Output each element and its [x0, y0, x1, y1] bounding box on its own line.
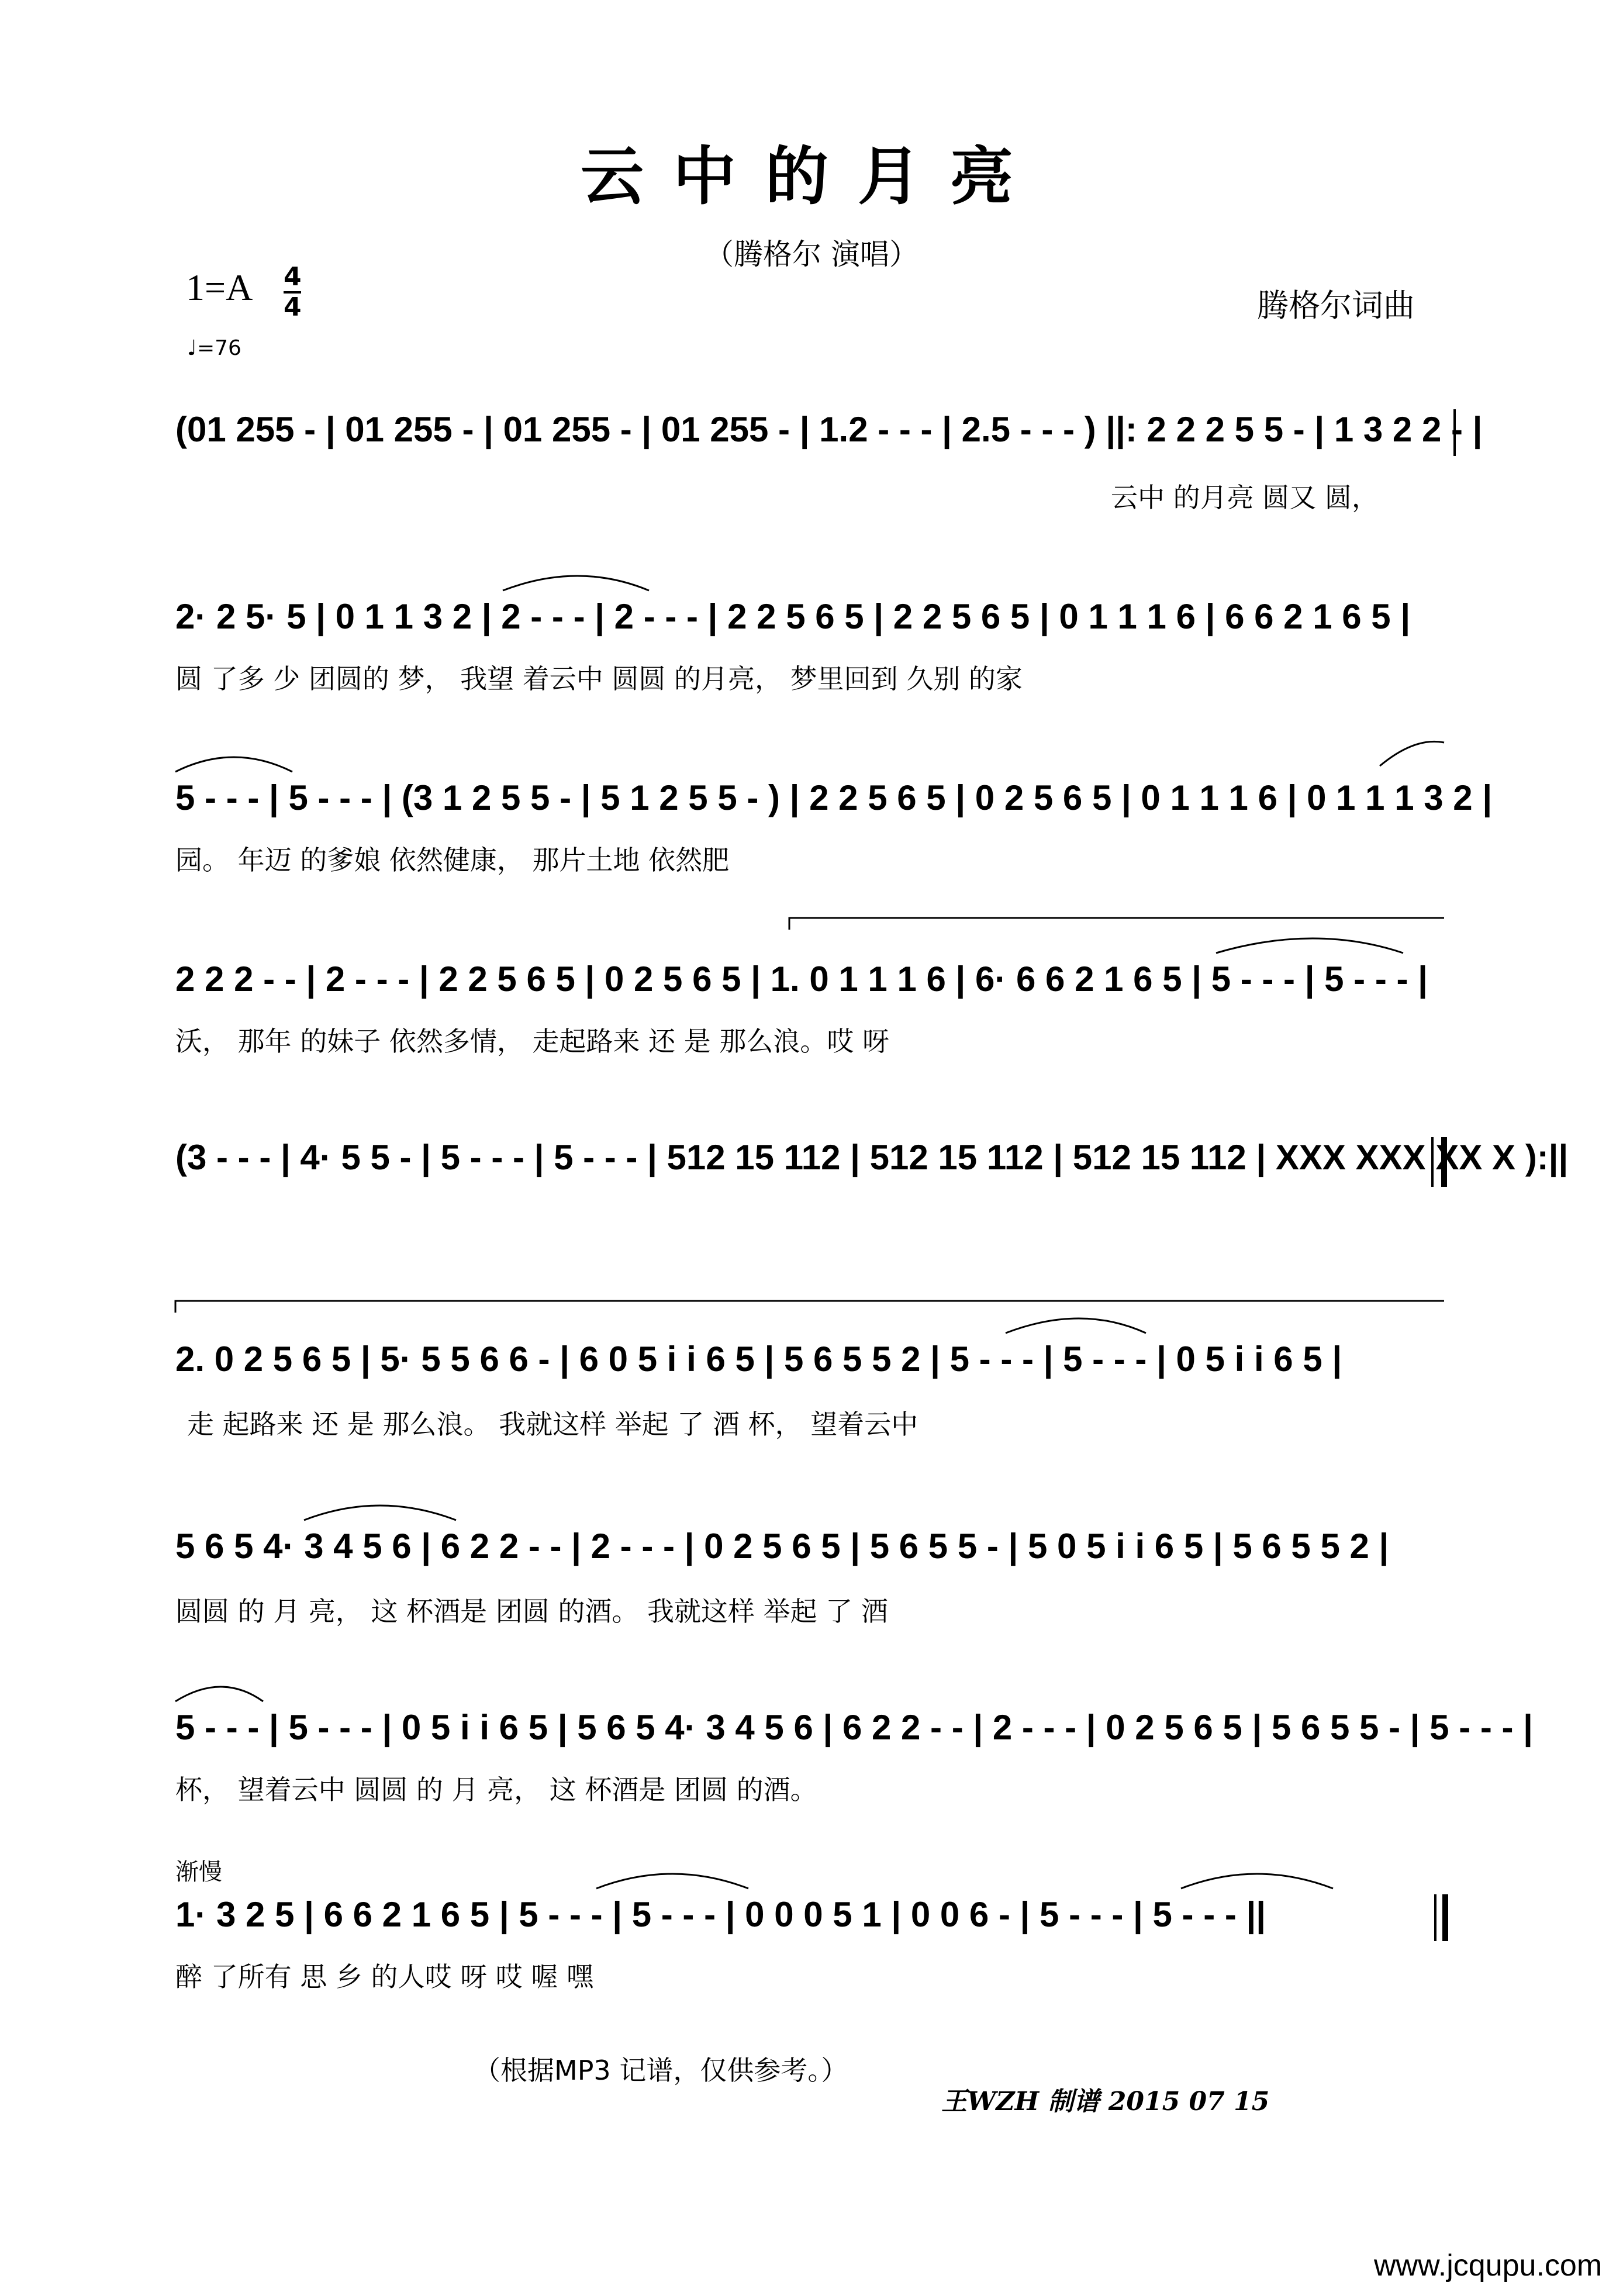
website-watermark: www.jcqupu.com: [1374, 2249, 1603, 2283]
slur-system-8: [175, 1687, 263, 1701]
composer-credit: 腾格尔词曲: [1257, 287, 1415, 324]
lyrics-line-1: 云中 的月亮 圆又 圆，: [1111, 482, 1379, 513]
lyrics-line-4: 沃， 那年 的妹子 依然多情， 走起路来 还 是 那么浪。哎 呀: [175, 1026, 889, 1057]
key-signature: 1=A: [186, 267, 253, 308]
slur-system-7: [304, 1506, 456, 1520]
lyrics-line-7: 圆圆 的 月 亮， 这 杯酒是 团圆 的酒。 我就这样 举起 了 酒: [175, 1596, 888, 1627]
lyrics-line-9: 醉 了所有 思 乡 的人哎 呀 哎 喔 嘿: [175, 1961, 593, 1993]
music-line-1: (01 255 - | 01 255 - | 01 255 - | 01 255 - | 1.2 - - - | 2.5 - - - ) ||: 2 2 2 5 5 - | 1 3 2 2 - |: [175, 410, 1483, 449]
tempo-marking: ♩=76: [187, 336, 241, 360]
music-line-9: 1· 3 2 5 | 6 6 2 1 6 5 | 5 - - - | 5 - - - | 0 0 0 5 1 | 0 0 6 - | 5 - - - | 5 - - - ||: [175, 1895, 1266, 1934]
time-signature: [284, 264, 302, 320]
lyrics-line-3: 园。 年迈 的爹娘 依然健康， 那片土地 依然肥: [175, 844, 730, 876]
music-line-8: 5 - - - | 5 - - - | 0 5 i i 6 5 | 5 6 5 4· 3 4 5 6 | 6 2 2 - - | 2 - - - | 0 2 5 6 5 | 5 6 5 5 - | 5 - - - |: [175, 1708, 1533, 1747]
slur-system-9: [596, 1874, 748, 1888]
score-title: 云中的月亮: [580, 140, 1042, 213]
music-line-3: 5 - - - | 5 - - - | (3 1 2 5 5 - | 5 1 2 5 5 - ) | 2 2 5 6 5 | 0 2 5 6 5 | 0 1 1 1 6 | 0 1 1 1 3 2 |: [175, 778, 1493, 817]
slur-system-9-end: [1181, 1874, 1333, 1888]
music-line-4: 2 2 2 - - | 2 - - - | 2 2 5 6 5 | 0 2 5 6 5 | 1. 0 1 1 1 6 | 6· 6 6 2 1 6 5 | 5 - - - | 5 - - - |: [175, 959, 1428, 999]
lyrics-line-6: 走 起路来 还 是 那么浪。 我就这样 举起 了 酒 杯， 望着云中: [187, 1408, 918, 1440]
transcriber-signature: 王WZH 制谱 2015 07 15: [941, 2087, 1270, 2117]
lyrics-line-2: 圆 了多 少 团圆的 梦， 我望 着云中 圆圆 的月亮， 梦里回到 久别 的家: [175, 663, 1023, 695]
transcription-note: （根据MP3 记谱，仅供参考。）: [474, 2055, 848, 2086]
volta-bracket-2: [175, 1301, 1444, 1313]
music-line-7: 5 6 5 4· 3 4 5 6 | 6 2 2 - - | 2 - - - | 0 2 5 6 5 | 5 6 5 5 - | 5 0 5 i i 6 5 | 5 6 5 5 2 |: [175, 1527, 1389, 1566]
slur-system-4: [1216, 938, 1403, 953]
lyrics-line-8: 杯， 望着云中 圆圆 的 月 亮， 这 杯酒是 团圆 的酒。: [175, 1774, 817, 1805]
time-signature-top: 4: [284, 262, 302, 292]
ritardando-marking: 渐慢: [175, 1859, 222, 1886]
slur-system-3: [175, 757, 292, 772]
performer-credit: （腾格尔 演唱）: [705, 237, 918, 271]
slur-system-2: [503, 576, 649, 591]
volta-bracket-1: [789, 918, 1444, 930]
slur-system-3-end: [1380, 741, 1444, 766]
music-line-6: 2. 0 2 5 6 5 | 5· 5 5 6 6 - | 6 0 5 i i 6 5 | 5 6 5 5 2 | 5 - - - | 5 - - - | 0 5 i i 6 5 |: [175, 1339, 1342, 1379]
music-line-5: (3 - - - | 4· 5 5 - | 5 - - - | 5 - - - | 512 15 112 | 512 15 112 | 512 15 112 | XXX XXX XX X ):||: [175, 1138, 1569, 1177]
slur-system-6: [1006, 1318, 1146, 1333]
time-signature-bottom: 4: [284, 292, 302, 322]
music-line-2: 2· 2 5· 5 | 0 1 1 3 2 | 2 - - - | 2 - - - | 2 2 5 6 5 | 2 2 5 6 5 | 0 1 1 1 6 | 6 6 2 1 6 5 |: [175, 597, 1411, 636]
